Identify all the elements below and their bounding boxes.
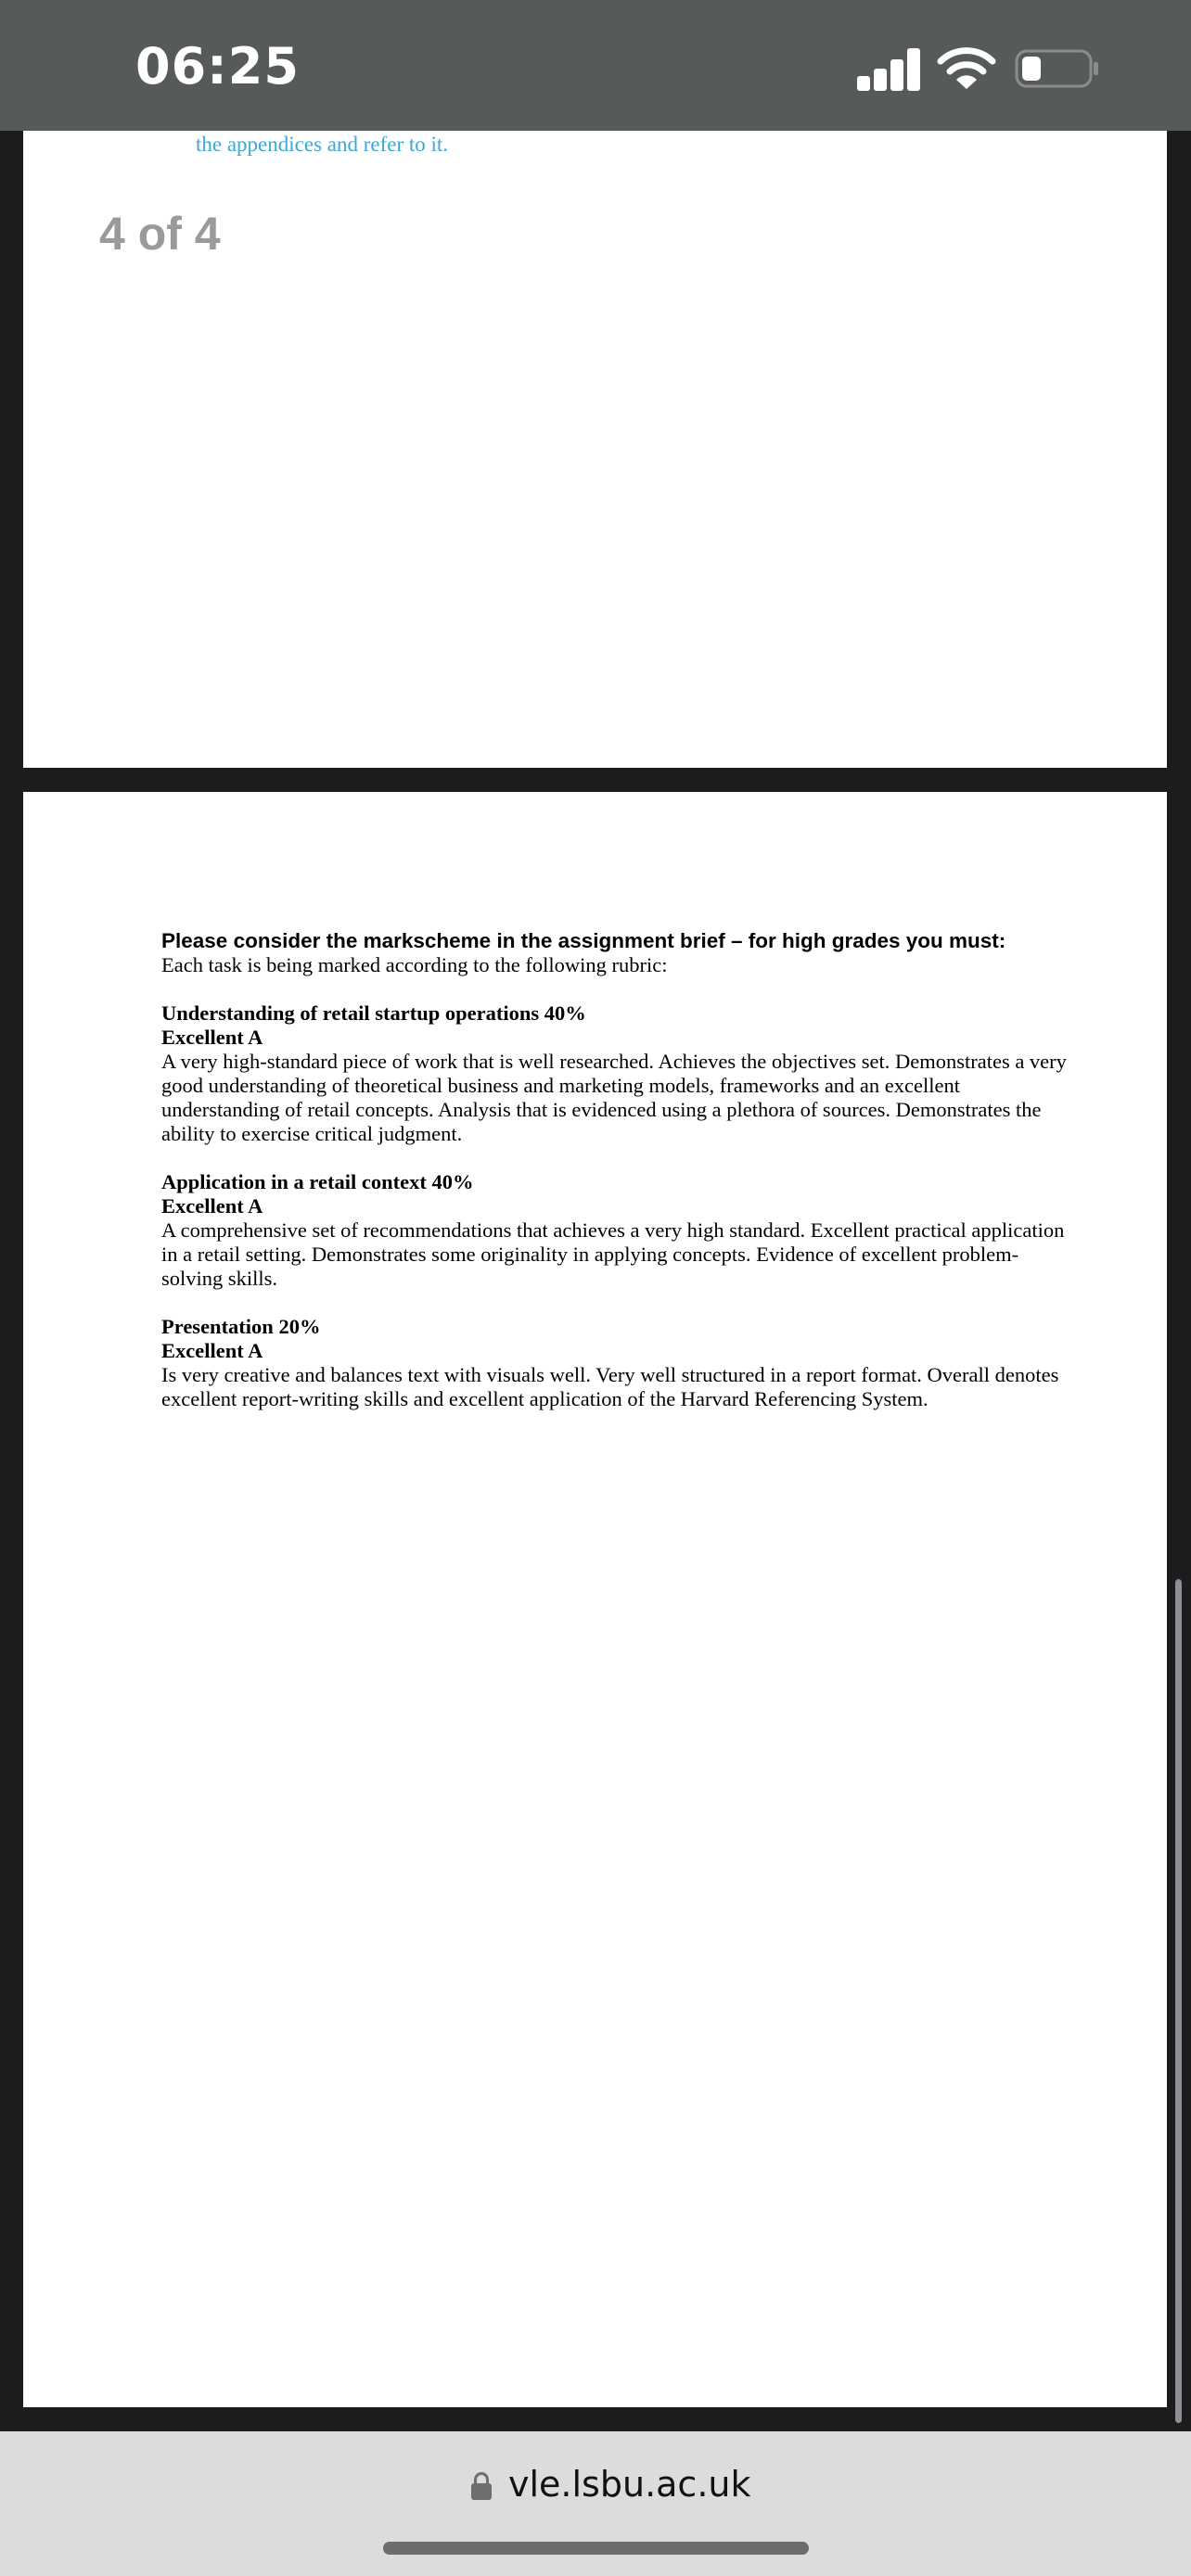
pdf-page-current: [23, 792, 1167, 2407]
vertical-scrollbar[interactable]: [1175, 1579, 1182, 2423]
url-text[interactable]: vle.lsbu.ac.uk: [508, 2464, 751, 2505]
lock-icon: [471, 2472, 492, 2500]
section-grade: Excellent A: [161, 1339, 263, 1362]
section-title: Presentation 20%: [161, 1315, 321, 1338]
markscheme-heading: Please consider the markscheme in the assignment brief – for high grades you must:: [161, 929, 1006, 952]
rubric-section-understanding: [161, 1001, 1070, 1146]
status-bar: [0, 0, 1191, 131]
wifi-icon: [937, 46, 996, 91]
document-body: [161, 929, 1070, 1411]
rubric-intro: Each task is being marked according to the following rubric:: [161, 953, 668, 976]
section-text: Is very creative and balances text with visuals well. Very well structured in a report format. Overall denotes excellent report-writing skills and excellent application of the Harvard Referencing System.: [161, 1363, 1059, 1410]
pdf-page-previous: [23, 131, 1167, 768]
section-text: A very high-standard piece of work that is well researched. Achieves the objectives set. Demonstrates a very good understanding of theoretical business and marketing models, frameworks and an excellent understanding of retail concepts. Analysis that is evidenced using a plethora of sources. Demonstrates the ability to exercise critical judgment.: [161, 1050, 1067, 1145]
battery-icon: [1015, 49, 1100, 88]
signal-icon: [857, 48, 920, 91]
status-time: 06:25: [135, 37, 300, 96]
section-text: A comprehensive set of recommendations that achieves a very high standard. Excellent practical application in a retail setting. Demonstrates some originality in applying concepts. Evidence of excellent problem-solving skills.: [161, 1218, 1065, 1290]
rubric-section-application: [161, 1170, 1070, 1291]
appendices-link-text[interactable]: the appendices and refer to it.: [196, 133, 449, 156]
home-indicator[interactable]: [383, 2542, 809, 2555]
rubric-section-presentation: [161, 1315, 1070, 1411]
section-grade: Excellent A: [161, 1194, 263, 1218]
section-grade: Excellent A: [161, 1026, 263, 1049]
page-counter: 4 of 4: [99, 208, 221, 260]
section-title: Application in a retail context 40%: [161, 1170, 474, 1193]
section-title: Understanding of retail startup operations 40%: [161, 1001, 586, 1025]
